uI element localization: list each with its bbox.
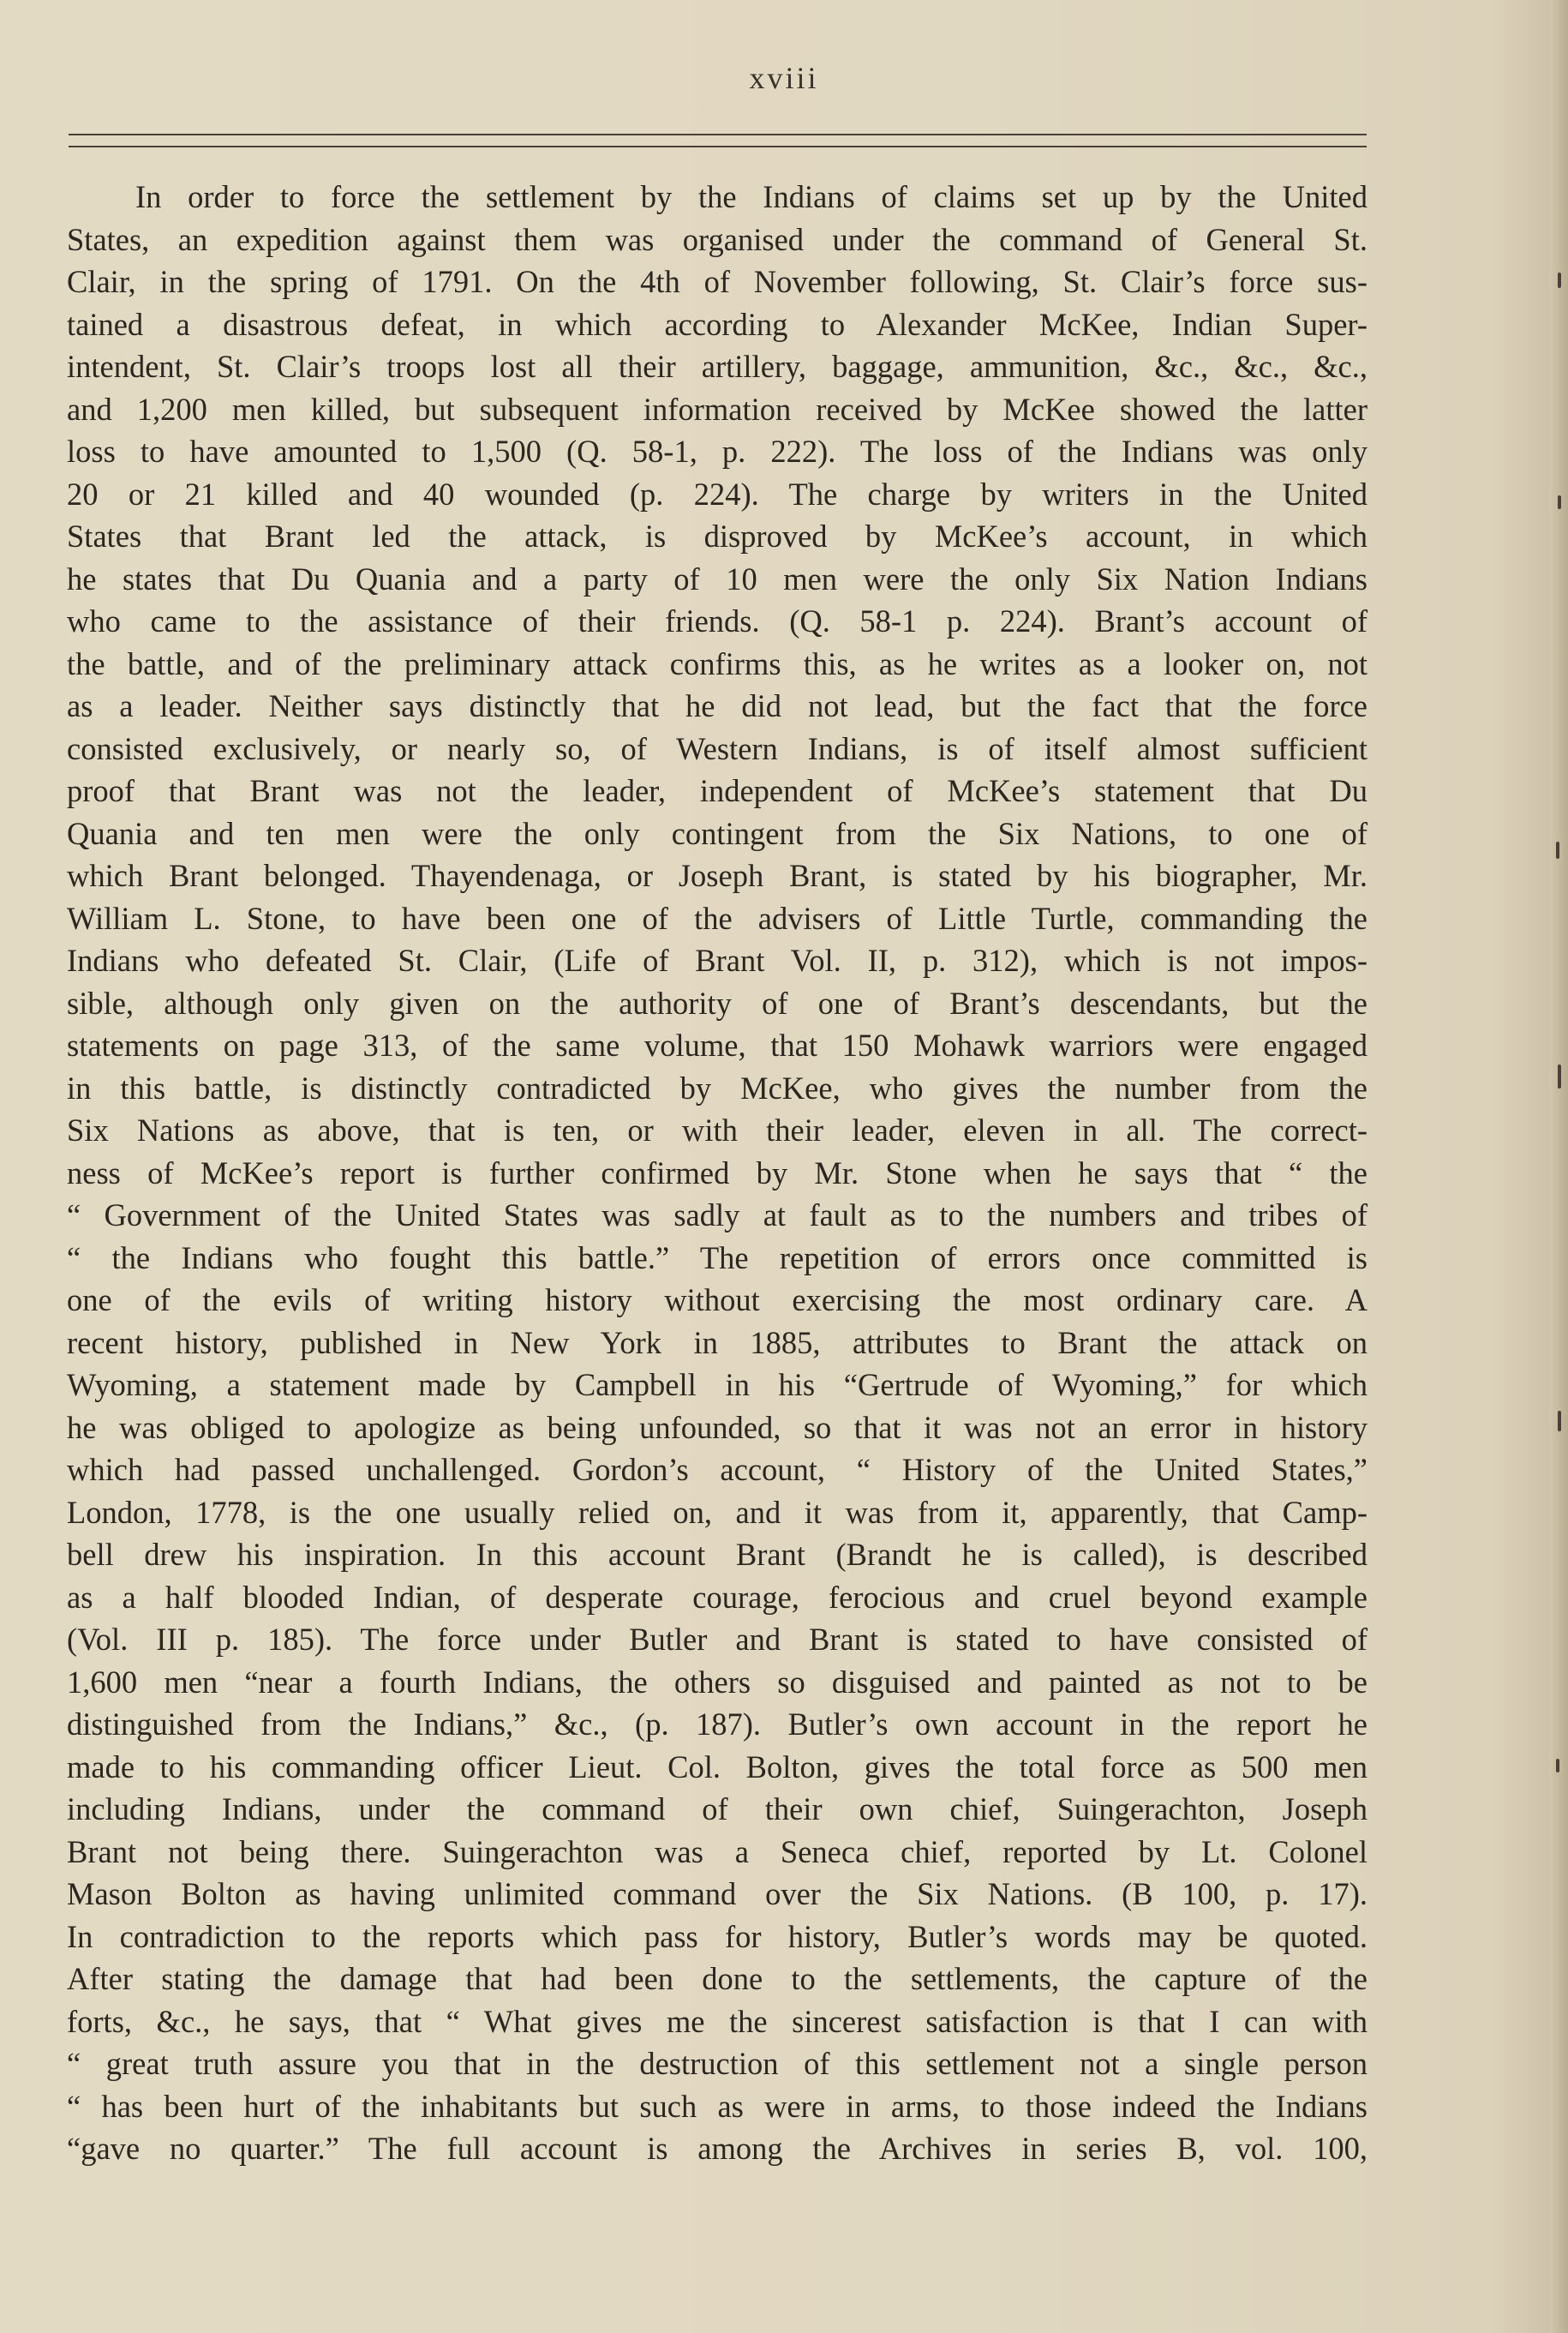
text-line: William L. Stone, to have been one of the advisers of Little Turtle, commanding the [67, 900, 1368, 936]
text-line: Wyoming, a statement made by Campbell in his “Gertrude of Wyoming,” for which [67, 1367, 1368, 1402]
text-line: as a leader. Neither says distinctly that he did not lead, but the fact that the force [67, 688, 1368, 723]
text-line: the battle, and of the preliminary attack confirms this, as he writes as a looker on, not [67, 645, 1368, 681]
margin-mark [1558, 1411, 1561, 1431]
text-line: (Vol. III p. 185). The force under Butler and Brant is stated to have consisted of [67, 1622, 1368, 1657]
margin-mark [1556, 1759, 1559, 1772]
text-line: London, 1778, is the one usually relied on, and it was from it, apparently, that Camp- [67, 1494, 1368, 1530]
text-line: as a half blooded Indian, of desperate courage, ferocious and cruel beyond example [67, 1579, 1368, 1615]
text-line: who came to the assistance of their friends. (Q. 58-1 p. 224). Brant’s account of [67, 603, 1368, 639]
text-line: consisted exclusively, or nearly so, of Western Indians, is of itself almost sufficient [67, 730, 1368, 766]
text-line: 1,600 men “near a fourth Indians, the others so disguised and painted as not to be [67, 1664, 1368, 1700]
text-line: “ Government of the United States was sadly at fault as to the numbers and tribes of [67, 1197, 1368, 1232]
text-line: In order to force the settlement by the Indians of claims set up by the United [135, 179, 1368, 214]
text-line: distinguished from the Indians,” &c., (p. 187). Butler’s own account in the report he [67, 1706, 1368, 1742]
text-line: forts, &c., he says, that “ What gives me the sincerest satisfaction is that I can with [67, 2003, 1368, 2039]
text-line: Clair, in the spring of 1791. On the 4th of November following, St. Clair’s force sus- [67, 264, 1368, 299]
text-line: “ great truth assure you that in the destruction of this settlement not a single person [67, 2046, 1368, 2081]
header-rule-bottom [69, 146, 1367, 147]
text-line: tained a disastrous defeat, in which according to Alexander McKee, Indian Super- [67, 306, 1368, 342]
text-line: which had passed unchallenged. Gordon’s account, “ History of the United States,” [67, 1452, 1368, 1487]
text-line: After stating the damage that had been done to the settlements, the capture of the [67, 1961, 1368, 1996]
text-line: “gave no quarter.” The full account is among the Archives in series B, vol. 100, [67, 2131, 1368, 2166]
text-line: Six Nations as above, that is ten, or with their leader, eleven in all. The correct- [67, 1113, 1368, 1148]
text-line: statements on page 313, of the same volume, that 150 Mohawk warriors were engaged [67, 1028, 1368, 1063]
header-rule-top [69, 134, 1367, 135]
text-line: States, an expedition against them was organised under the command of General St. [67, 221, 1368, 257]
text-line: proof that Brant was not the leader, independent of McKee’s statement that Du [67, 773, 1368, 808]
text-line: recent history, published in New York in 1885, attributes to Brant the attack on [67, 1324, 1368, 1360]
margin-mark [1558, 273, 1561, 288]
text-line: made to his commanding officer Lieut. Col. Bolton, gives the total force as 500 men [67, 1748, 1368, 1784]
body-text [67, 176, 1368, 2170]
margin-mark [1556, 842, 1559, 859]
text-line: one of the evils of writing history without exercising the most ordinary care. A [67, 1282, 1368, 1317]
text-line: including Indians, under the command of their own chief, Suingerachton, Joseph [67, 1791, 1368, 1826]
page-number: xviii [749, 61, 819, 95]
text-line: intendent, St. Clair’s troops lost all their artillery, baggage, ammunition, &c., &c., &c., [67, 349, 1368, 384]
text-line: Quania and ten men were the only contingent from the Six Nations, to one of [67, 815, 1368, 851]
margin-mark [1558, 495, 1561, 509]
text-line: “ has been hurt of the inhabitants but such as were in arms, to those indeed the Indians [67, 2088, 1368, 2124]
text-line: and 1,200 men killed, but subsequent information received by McKee showed the latter [67, 391, 1368, 427]
text-line: which Brant belonged. Thayendenaga, or Joseph Brant, is stated by his biographer, Mr. [67, 858, 1368, 893]
text-line: Mason Bolton as having unlimited command over the Six Nations. (B 100, p. 17). [67, 1876, 1368, 1911]
margin-mark [1558, 1065, 1561, 1089]
page-edge-shadow [1549, 0, 1568, 2333]
text-line: loss to have amounted to 1,500 (Q. 58-1, p. 222). The loss of the Indians was only [67, 434, 1368, 469]
text-line: sible, although only given on the authority of one of Brant’s descendants, but the [67, 985, 1368, 1021]
text-line: States that Brant led the attack, is disproved by McKee’s account, in which [67, 519, 1368, 554]
text-line: bell drew his inspiration. In this account Brant (Brandt he is called), is described [67, 1537, 1368, 1572]
text-line: Indians who defeated St. Clair, (Life of Brant Vol. II, p. 312), which is not impos- [67, 943, 1368, 978]
text-line: 20 or 21 killed and 40 wounded (p. 224). The charge by writers in the United [67, 476, 1368, 512]
text-line: In contradiction to the reports which pass for history, Butler’s words may be quoted. [67, 1918, 1368, 1954]
text-line: ness of McKee’s report is further confirmed by Mr. Stone when he says that “ the [67, 1155, 1368, 1190]
text-line: he states that Du Quania and a party of 10 men were the only Six Nation Indians [67, 561, 1368, 597]
text-line: in this battle, is distinctly contradicted by McKee, who gives the number from the [67, 1070, 1368, 1106]
text-line: Brant not being there. Suingerachton was a Seneca chief, reported by Lt. Colonel [67, 1833, 1368, 1869]
text-line: “ the Indians who fought this battle.” The repetition of errors once committed is [67, 1239, 1368, 1275]
text-line: he was obliged to apologize as being unfounded, so that it was not an error in history [67, 1409, 1368, 1445]
